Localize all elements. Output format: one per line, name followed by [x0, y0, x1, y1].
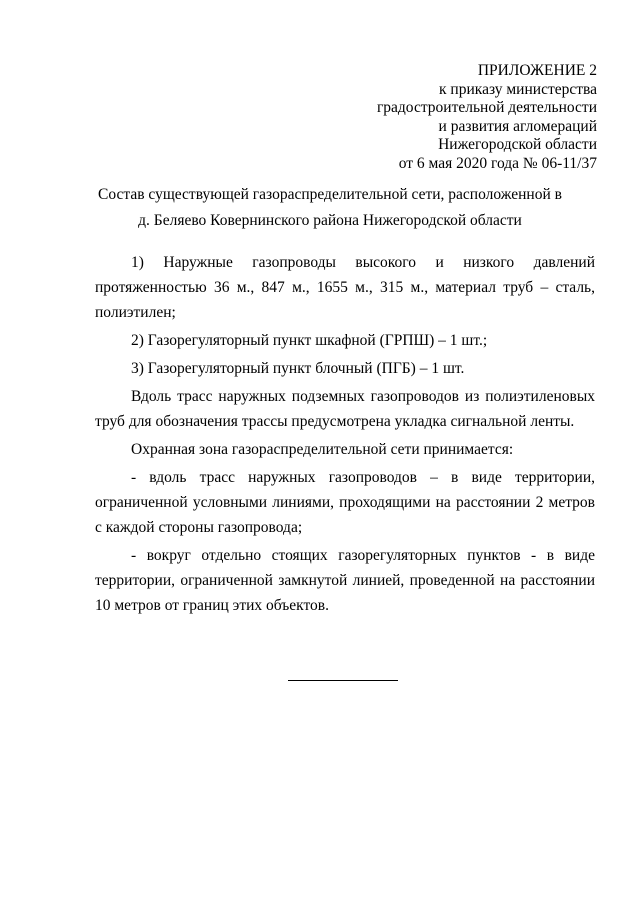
paragraph-signal-tape: Вдоль трасс наружных подземных газопроводов из полиэтиленовых труб для обозначения трассы предусмотрена укладка сигнальной ленты. — [95, 388, 595, 430]
document-body — [95, 250, 595, 621]
document-title — [60, 182, 600, 234]
title-line-2: д. Беляево Ковернинского района Нижегородской области — [138, 212, 522, 229]
end-separator-line — [288, 680, 398, 681]
paragraph-zone-regulators: - вокруг отдельно стоящих газорегуляторных пунктов - в виде территории, ограниченной замкнутой линией, проведенной на расстоянии 10 метров от границ этих объектов. — [95, 547, 595, 614]
paragraph-pipelines: 1) Наружные газопроводы высокого и низкого давлений протяженностью 36 м., 847 м., 1655 м., 315 м., материал труб – сталь, полиэтилен; — [95, 254, 595, 321]
appendix-order-line: к приказу министерства — [439, 80, 597, 98]
appendix-region-line: Нижегородской области — [438, 136, 597, 153]
appendix-title: ПРИЛОЖЕНИЕ 2 — [477, 62, 597, 79]
appendix-ministry-line-2: и развития агломераций — [438, 117, 597, 135]
paragraph-zone-pipelines: - вдоль трасс наружных газопроводов – в виде территории, ограниченной условными линиями, проходящими на расстоянии 2 метров с каждой стороны газопровода; — [95, 469, 595, 536]
paragraph-grpsh: 2) Газорегуляторный пункт шкафной (ГРПШ) – 1 шт.; — [131, 332, 488, 349]
paragraph-protection-zone: Охранная зона газораспределительной сети принимается: — [131, 441, 514, 458]
appendix-header — [377, 62, 597, 173]
appendix-ministry-line: градостроительной деятельности — [376, 99, 597, 116]
appendix-date-number: от 6 мая 2020 года № 06-11/37 — [398, 154, 597, 172]
title-line-1: Состав существующей газораспределительной сети, расположенной в — [98, 186, 562, 203]
paragraph-pgb: 3) Газорегуляторный пункт блочный (ПГБ) – 1 шт. — [131, 360, 465, 377]
